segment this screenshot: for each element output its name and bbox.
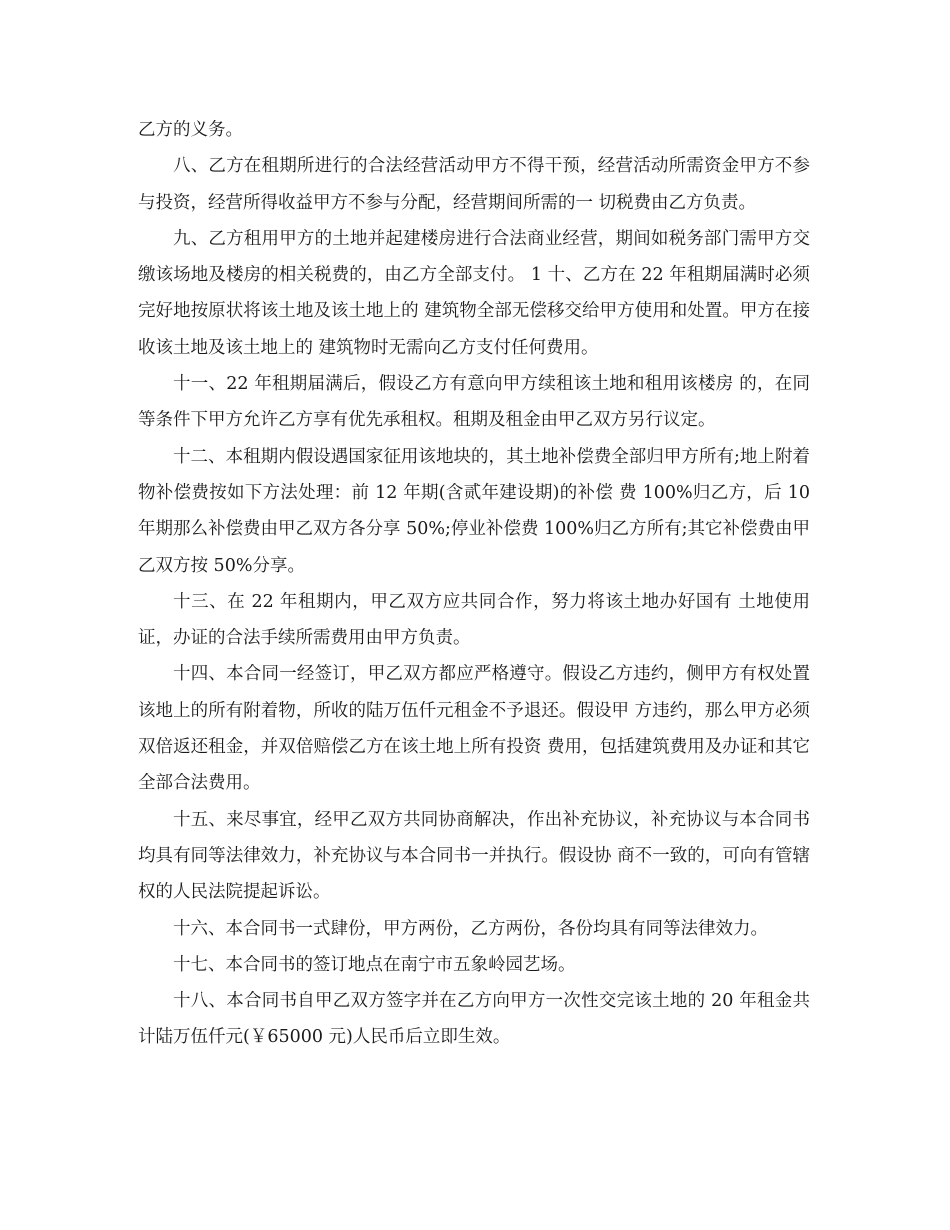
clause-16: 十六、本合同书一式肆份，甲方两份，乙方两份，各份均具有同等法律效力。 [173,918,768,939]
document-page [138,112,810,1056]
clause-9-10: 九、乙方租用甲方的土地并起建楼房进行合法商业经营，期间如税务部门需甲方交缴该场地及楼房的相关税费的，由乙方全部支付。 1 十、乙方在 22 年租期届满时必须完好地按原状将该土地及该土地上的 建筑物全部无偿移交给甲方使用和处置。甲方在接收该土地及该土地上的 建筑物时无需向乙方支付任何费用。 [138,228,810,358]
clause-11: 十一、22 年租期届满后，假设乙方有意向甲方续租该土地和租用该楼房 的，在同等条件下甲方允许乙方享有优先承租权。租期及租金由甲乙双方另行议定。 [138,374,810,431]
paragraph-continuation: 乙方的义务。 [138,120,243,140]
clause-17: 十七、本合同书的签订地点在南宁市五象岭园艺场。 [173,954,576,975]
clause-15: 十五、来尽事宜，经甲乙双方共同协商解决，作出补充协议，补充协议与本合同书均具有同等法律效力，补充协议与本合同书一并执行。假设协 商不一致的，可向有管辖权的人民法院提起诉讼。 [138,809,810,903]
clause-12: 十二、本租期内假设遇国家征用该地块的，其土地补偿费全部归甲方所有;地上附着物补偿费按如下方法处理：前 12 年期(含贰年建设期)的补偿 费 100%归乙方，后 10 年期那么补偿费由甲乙双方各分享 50%;停业补偿费 100%归乙方所有;其它补偿费由甲乙双方按 50%分享。 [138,446,810,576]
clause-18: 十八、本合同书自甲乙双方签字并在乙方向甲方一次性交完该土地的 20 年租金共计陆万伍仟元(￥65000 元)人民币后立即生效。 [138,991,810,1048]
clause-14: 十四、本合同一经签订，甲乙双方都应严格遵守。假设乙方违约，侧甲方有权处置该地上的所有附着物，所收的陆万伍仟元租金不予退还。假设甲 方违约，那么甲方必须双倍返还租金，并双倍赔偿乙方在该土地上所有投资 费用，包括建筑费用及办证和其它全部合法费用。 [138,664,810,794]
clause-8: 八、乙方在租期所进行的合法经营活动甲方不得干预，经营活动所需资金甲方不参与投资，经营所得收益甲方不参与分配，经营期间所需的一 切税费由乙方负责。 [138,156,810,213]
clause-13: 十三、在 22 年租期内，甲乙双方应共同合作，努力将该土地办好国有 土地使用证，办证的合法手续所需费用由甲方负责。 [138,591,810,649]
